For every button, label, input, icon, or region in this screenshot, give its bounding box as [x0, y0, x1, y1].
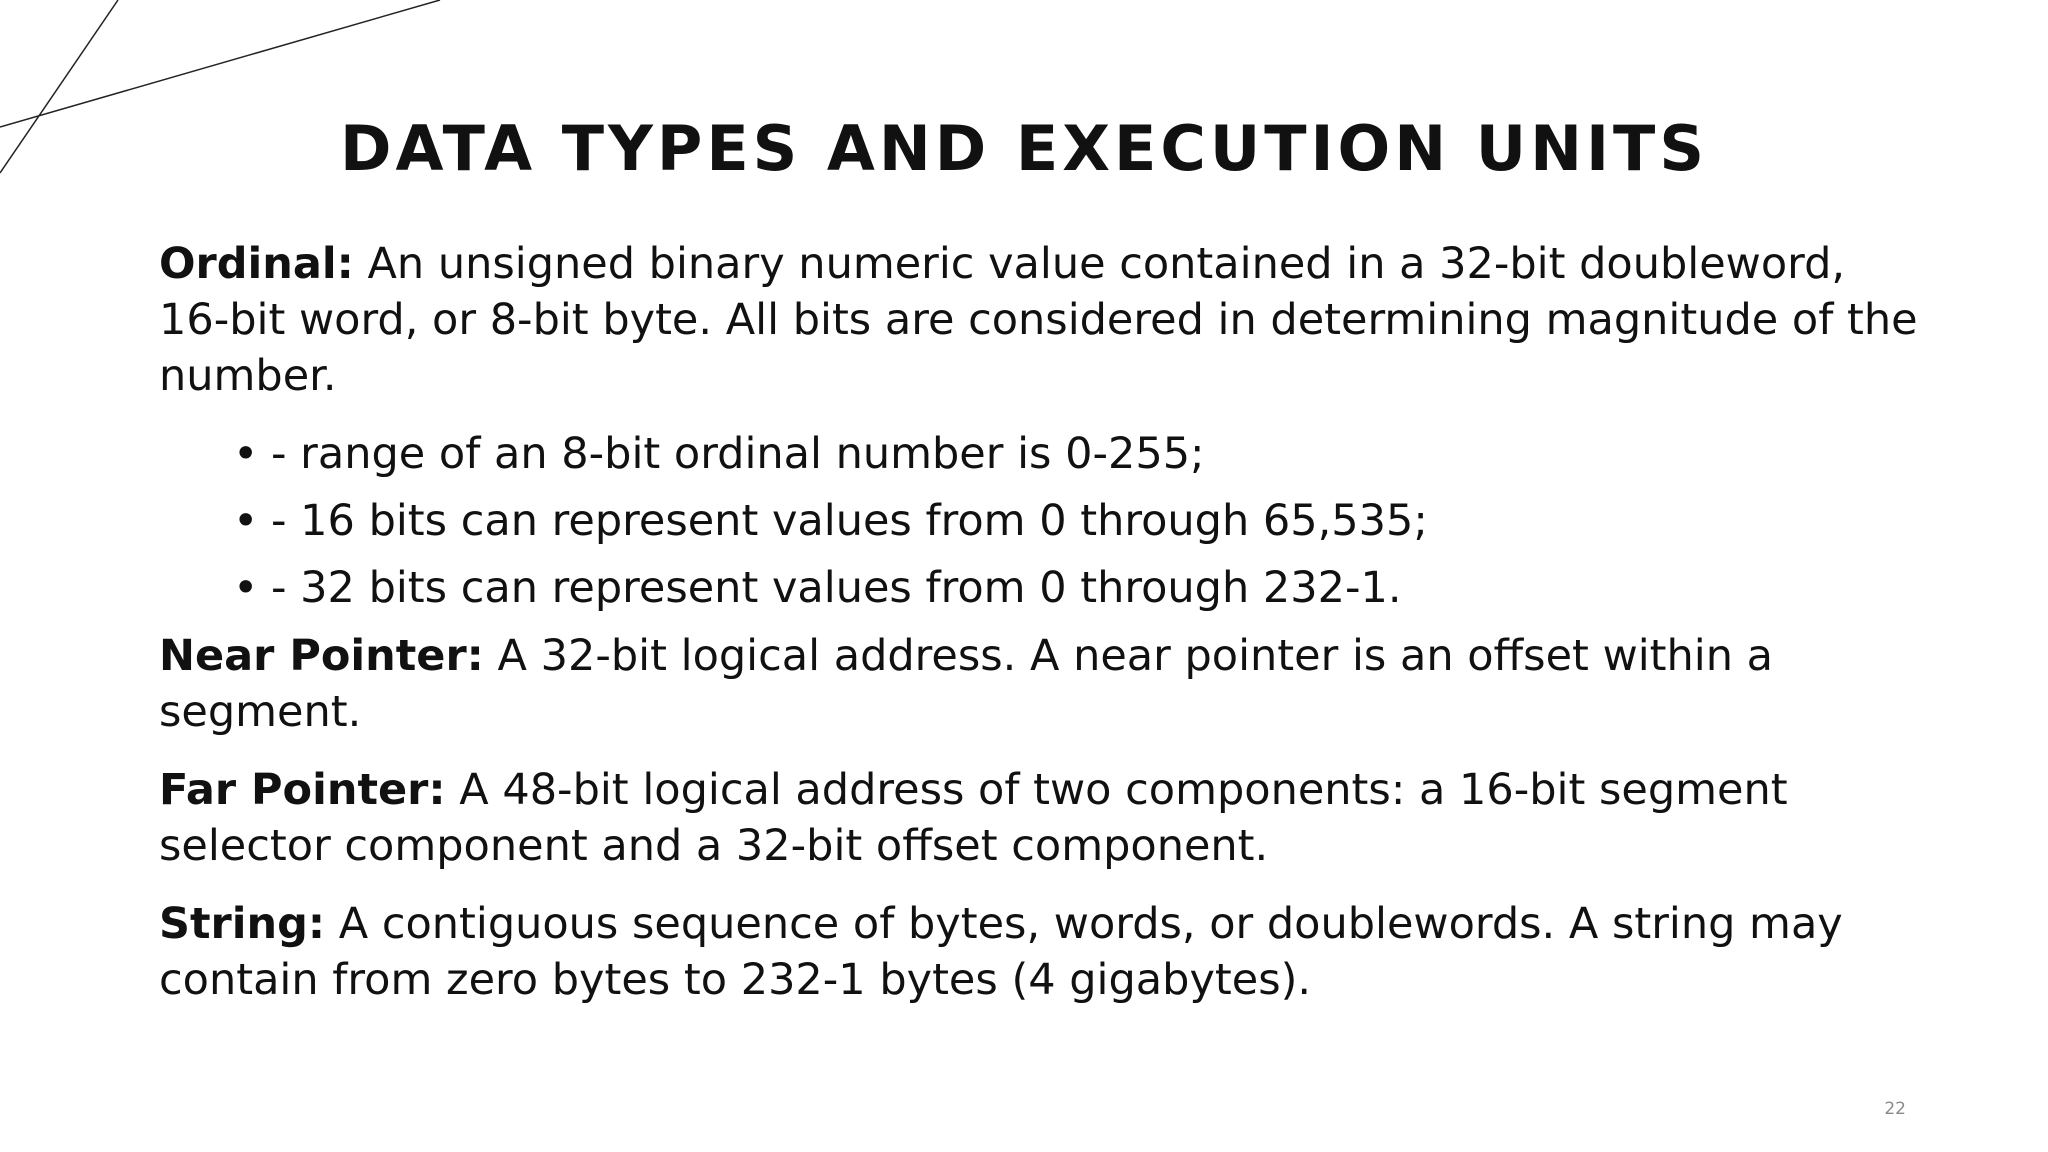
- slide-body: [159, 236, 1919, 1030]
- string-term: String:: [159, 899, 326, 949]
- bullet-icon: •: [233, 563, 259, 613]
- far-pointer-term: Far Pointer:: [159, 765, 446, 815]
- list-item-text: - 32 bits can represent values from 0 through 232-1.: [271, 563, 1402, 613]
- near-pointer-paragraph: [159, 628, 1919, 740]
- slide-title: DATA TYPES AND EXECUTION UNITS: [340, 112, 1708, 185]
- near-pointer-term: Near Pointer:: [159, 631, 484, 681]
- string-definition: A contiguous sequence of bytes, words, or doublewords. A string may contain from zero bytes to 232-1 bytes (4 gigabytes).: [159, 899, 1843, 1005]
- list-item-text: - 16 bits can represent values from 0 through 65,535;: [271, 496, 1428, 546]
- far-pointer-paragraph: [159, 762, 1919, 874]
- page-number: 22: [1884, 1099, 1906, 1119]
- list-item: [233, 560, 1919, 616]
- bullet-icon: •: [233, 496, 259, 546]
- far-pointer-definition: A 48-bit logical address of two components: a 16-bit segment selector component and a 32-bit offset component.: [159, 765, 1788, 871]
- ordinal-paragraph: [159, 236, 1919, 404]
- ordinal-term: Ordinal:: [159, 239, 354, 289]
- ordinal-definition: An unsigned binary numeric value contained in a 32-bit doubleword, 16-bit word, or 8-bit byte. All bits are considered in determining magnitude of the number.: [159, 239, 1918, 401]
- diagonal-line-2: [0, 0, 440, 127]
- bullet-icon: •: [233, 429, 259, 479]
- string-paragraph: [159, 896, 1919, 1008]
- ordinal-range-list: [159, 426, 1919, 616]
- list-item-text: - range of an 8-bit ordinal number is 0-255;: [271, 429, 1205, 479]
- list-item: [233, 426, 1919, 482]
- list-item: [233, 493, 1919, 549]
- near-pointer-definition: A 32-bit logical address. A near pointer is an offset within a segment.: [159, 631, 1774, 737]
